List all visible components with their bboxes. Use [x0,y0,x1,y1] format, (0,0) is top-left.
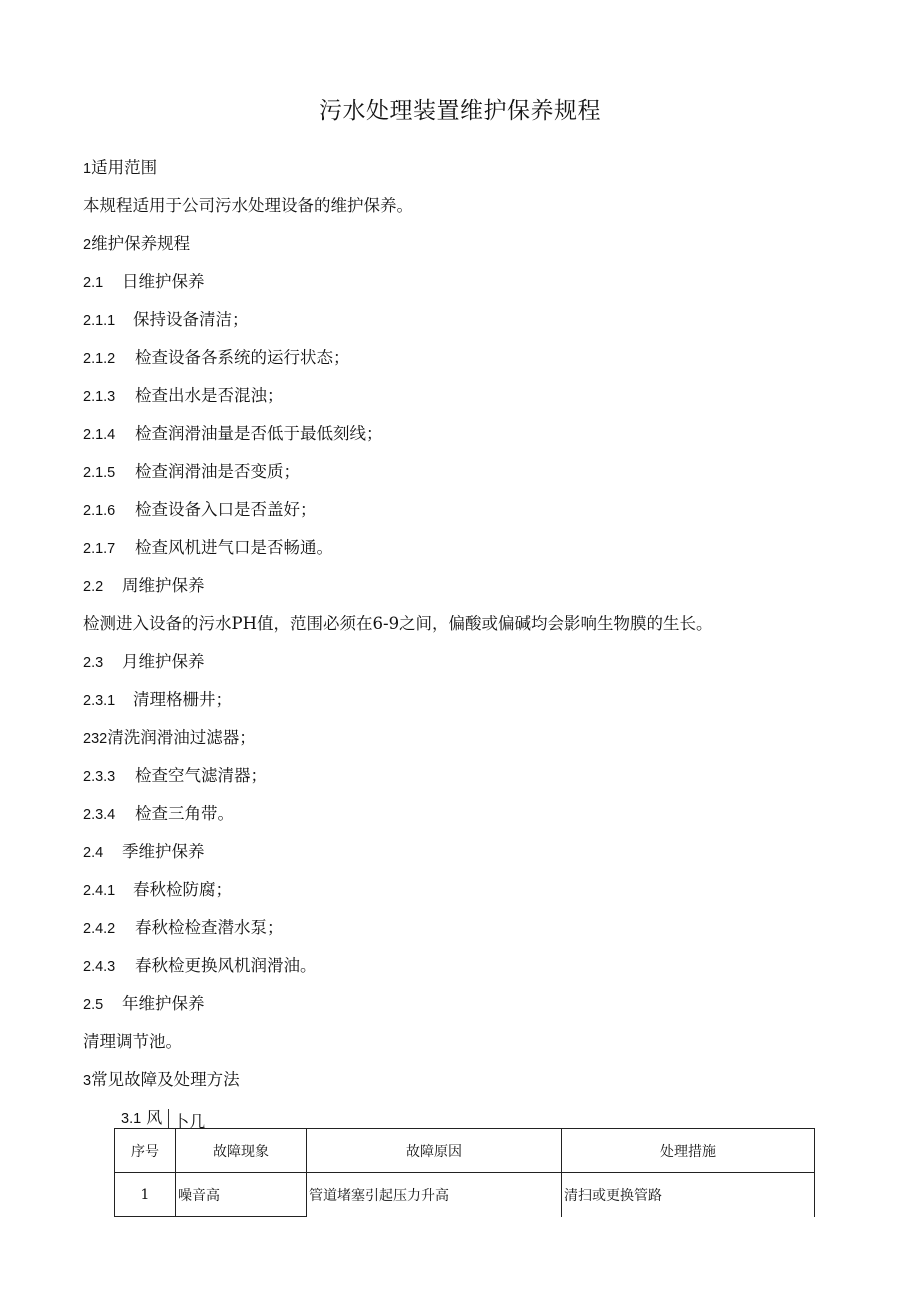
document-line [83,614,713,634]
section-number: 1 [83,161,92,177]
document-line [83,500,317,521]
subsection-3-1 [121,1105,205,1129]
section-text: 周维护保养 [122,576,205,595]
section-text: 检查设备入口是否盖好； [135,500,317,519]
section-text: 年维护保养 [122,994,205,1013]
section-text: 本规程适用于公司污水处理设备的维护保养。 [83,196,413,215]
document-line [83,272,205,293]
document-line [83,196,413,216]
section-number: 2.1.1 [83,313,116,329]
section-number: 232 [83,731,108,747]
section-text: 维护保养规程 [91,234,191,253]
section-number: 2.3 [83,655,104,671]
header-index: 序号 [115,1129,176,1173]
document-line [83,538,333,559]
section-text: 季维护保养 [122,842,205,861]
section-text: 春秋检更换风机润滑油。 [135,956,317,975]
section-text: 保持设备清洁； [133,310,249,329]
section-text: 春秋检防腐； [133,880,232,899]
section-number: 3 [83,1073,92,1089]
section-text: 月维护保养 [122,652,205,671]
document-line [83,918,284,939]
document-line [83,1032,182,1052]
document-line [83,310,249,331]
section-text: 检查设备各系统的运行状态； [135,348,350,367]
document-line [83,576,205,597]
table-row [115,1173,815,1217]
document-line [83,386,284,407]
cell-index: 1 [115,1173,176,1217]
section-number: 2.1.5 [83,465,116,481]
document-line [83,842,205,863]
document-line [83,766,267,787]
section-number: 2 [83,237,92,253]
section-text: 检查润滑油量是否低于最低刻线； [135,424,383,443]
section-number: 2.3.4 [83,807,116,823]
document-title: 污水处理装置维护保养规程 [319,98,601,124]
header-symptom: 故障现象 [176,1129,307,1173]
document-line [83,956,317,977]
section-text: 检查润滑油是否变质； [135,462,300,481]
section-text: 检测进入设备的污水PH值，范围必须在6-9之间，偏酸或偏碱均会影响生物膜的生长。 [83,614,713,633]
subsection-tail: 卜几 [168,1109,205,1129]
document-line [83,1070,240,1091]
section-number: 2.4.1 [83,883,116,899]
document-line [83,994,205,1015]
section-text: 适用范围 [91,158,158,177]
section-text: 检查风机进气口是否畅通。 [135,538,333,557]
section-text: 常见故障及处理方法 [91,1070,240,1089]
section-text: 清理调节池。 [83,1032,182,1051]
subsection-number: 3.1 [121,1111,142,1127]
section-number: 2.1 [83,275,104,291]
header-cause: 故障原因 [307,1129,562,1173]
section-number: 2.3.1 [83,693,116,709]
section-number: 2.5 [83,997,104,1013]
section-number: 2.4.3 [83,959,116,975]
section-text: 春秋检检查潜水泵； [135,918,284,937]
section-text: 清理格栅井； [133,690,232,709]
subsection-title: 风 [146,1108,163,1127]
cell-symptom: 噪音高 [176,1173,307,1217]
section-number: 2.4 [83,845,104,861]
document-line [83,880,232,901]
document-line [83,804,234,825]
document-line [83,234,190,255]
section-number: 2.2 [83,579,104,595]
section-number: 2.1.3 [83,389,116,405]
section-text: 检查三角带。 [135,804,234,823]
section-number: 2.4.2 [83,921,116,937]
section-text: 日维护保养 [122,272,205,291]
document-line [83,652,205,673]
document-line [83,728,256,749]
section-number: 2.3.3 [83,769,116,785]
document-line [83,424,383,445]
cell-measure: 清扫或更换管路 [562,1173,815,1217]
document-line [83,348,350,369]
cell-cause: 管道堵塞引起压力升高 [307,1173,562,1217]
document-line [83,158,157,179]
section-text: 清洗润滑油过滤器； [107,728,256,747]
document-line [83,462,300,483]
section-number: 2.1.4 [83,427,116,443]
fault-table [114,1128,815,1217]
header-measure: 处理措施 [562,1129,815,1173]
table-header-row [115,1129,815,1173]
section-number: 2.1.7 [83,541,116,557]
document-line [83,690,232,711]
section-text: 检查出水是否混浊； [135,386,284,405]
section-number: 2.1.6 [83,503,116,519]
section-text: 检查空气滤清器； [135,766,267,785]
section-number: 2.1.2 [83,351,116,367]
